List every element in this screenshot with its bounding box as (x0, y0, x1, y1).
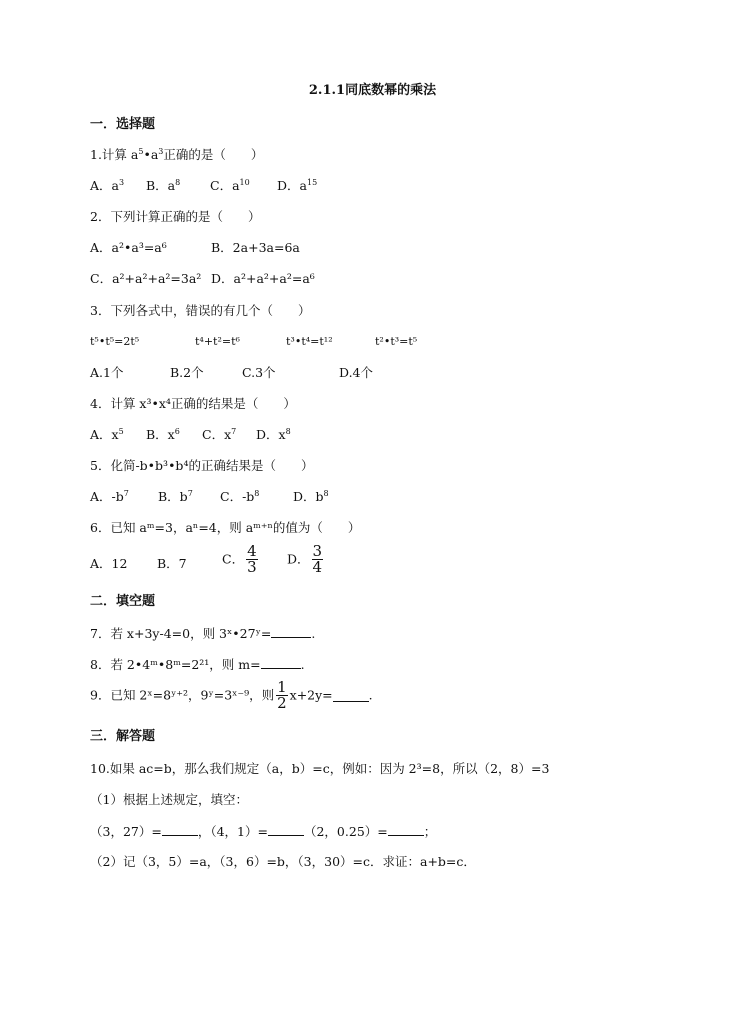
question-9: 9．已知 2ˣ=8ʸ⁺²，9ʸ=3ˣ⁻⁹，则 $\frac{1}{2}$ x+2y= . (90, 678, 373, 712)
fraction: $\frac{4}{3}$ (247, 542, 257, 576)
option-a: A.1个 (90, 365, 124, 380)
expression-3: t³•t⁴=t¹² (286, 335, 333, 348)
section-heading-choice: 一．选择题 (90, 117, 156, 132)
option-b: B．7 (157, 556, 187, 571)
question-2-stem: 2．下列计算正确的是（ ） (90, 209, 261, 224)
question-10-stem: 10.如果 ac=b，那么我们规定（a，b）=c，例如：因为 2³=8，所以（2，8）=3 (90, 761, 550, 776)
option-b: B.2个 (170, 365, 204, 380)
option-c: C．$-b^8$ (220, 489, 260, 504)
answer-blank[interactable] (388, 823, 424, 836)
answer-blank[interactable] (271, 625, 311, 638)
option-a: A．$a^3$ (90, 178, 125, 193)
expression-2: t⁴+t²=t⁶ (195, 335, 240, 348)
option-c: C．$x^7$ (202, 427, 237, 442)
question-5-stem: 5．化简-b•b³•b⁴的正确结果是（ ） (90, 458, 314, 473)
option-c: C.3个 (242, 365, 276, 380)
question-4-stem: 4．计算 x³•x⁴正确的结果是（ ） (90, 396, 296, 411)
answer-blank[interactable] (268, 823, 304, 836)
option-a: A．a²•a³=a⁶ (90, 240, 167, 255)
option-a: A．$-b^7$ (90, 489, 129, 504)
option-c: C．$a^{10}$ (210, 178, 250, 193)
option-d: D．$a^{15}$ (277, 178, 318, 193)
option-b: B．$x^6$ (146, 427, 180, 442)
option-d: D．a²+a²+a²=a⁶ (211, 271, 315, 286)
option-c: C． $\frac{4}{3}$ (222, 542, 257, 576)
fraction: $\frac{1}{2}$ (277, 678, 287, 712)
option-c: C．a²+a²+a²=3a² (90, 271, 202, 286)
question-6-stem: 6．已知 aᵐ=3，aⁿ=4，则 aᵐ⁺ⁿ的值为（ ） (90, 520, 361, 535)
option-d: D．$b^8$ (293, 489, 329, 504)
section-heading-solve: 三．解答题 (90, 729, 156, 744)
option-b: B．$b^7$ (158, 489, 193, 504)
question-3-stem: 3．下列各式中，错误的有几个（ ） (90, 303, 311, 318)
answer-blank[interactable] (162, 823, 198, 836)
question-10-part1: （1）根据上述规定，填空： (90, 792, 248, 807)
option-d: D．$x^8$ (256, 427, 291, 442)
expression-1: t⁵•t⁵=2t⁵ (90, 335, 140, 348)
option-b: B．$a^8$ (146, 178, 181, 193)
question-8: 8．若 2•4ᵐ•8ᵐ=2²¹，则 m= . (90, 657, 305, 672)
question-7: 7．若 x+3y-4=0，则 3ˣ•27ʸ= . (90, 626, 316, 641)
expression-4: t²•t³=t⁵ (375, 335, 418, 348)
question-10-part2: （2）记（3，5）=a，（3，6）=b，（3，30）=c．求证：a+b=c． (90, 854, 476, 869)
fraction: $\frac{3}{4}$ (312, 542, 323, 576)
option-b: B．2a+3a=6a (211, 240, 300, 255)
section-heading-fill: 二．填空题 (90, 594, 156, 609)
option-d: D.4个 (339, 365, 374, 380)
answer-blank[interactable] (261, 656, 301, 669)
option-a: A．12 (90, 556, 128, 571)
question-10-fill-row: （3，27）= ，（4，1）= （2，0.25）= ； (90, 824, 437, 839)
option-d: D． $\frac{3}{4}$ (287, 542, 323, 576)
question-1-stem: 1.计算 $a^5•a^3$正确的是（ ） (90, 147, 264, 162)
page-title: 2.1.1同底数幂的乘法 (308, 83, 437, 98)
answer-blank[interactable] (333, 689, 369, 702)
option-a: A．$x^5$ (90, 427, 124, 442)
